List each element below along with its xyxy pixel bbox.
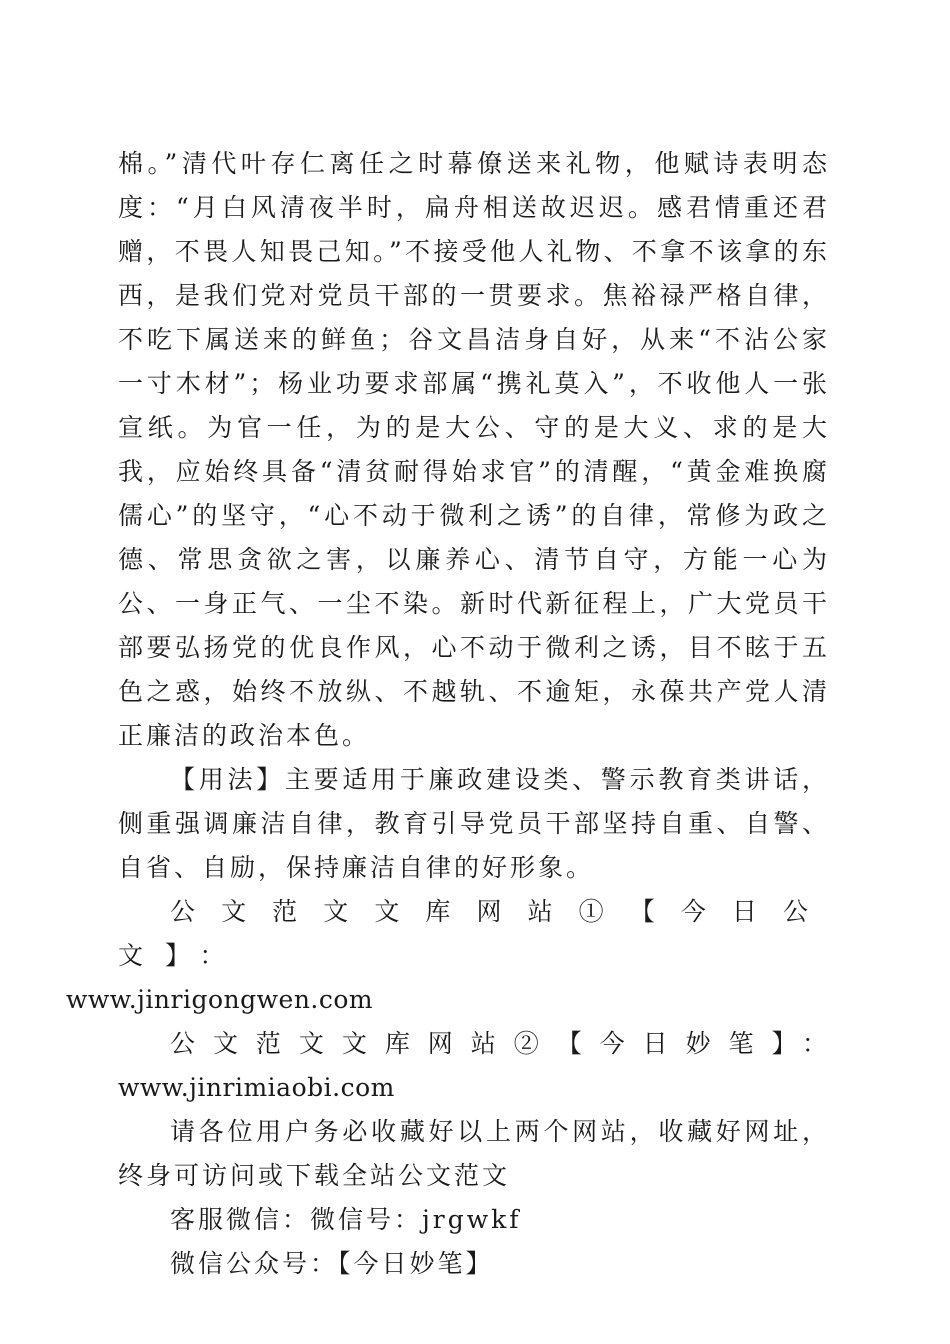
bookmark-notice: 请各位用户务必收藏好以上两个网站，收藏好网址，终身可访问或下载全站公文范文: [118, 1117, 830, 1190]
site-2-label: 公文范文文库网站②【今日妙笔】：: [170, 1029, 830, 1058]
usage-paragraph: 【用法】主要适用于廉政建设类、警示教育类讲话，侧重强调廉洁自律，教育引导党员干部坚持自重、自警、自省、自励，保持廉洁自律的好形象。: [118, 765, 830, 882]
site-2-url[interactable]: www.jinrimiaobi.com: [118, 1073, 395, 1102]
service-wechat: 客服微信：微信号：jrgwkf: [170, 1205, 522, 1234]
site-1-line: [66, 890, 830, 1022]
official-account: 微信公众号：【今日妙笔】: [170, 1249, 494, 1278]
body-paragraph-1: 棉。”清代叶存仁离任之时幕僚送来礼物，他赋诗表明态度：“月白风清夜半时，扁舟相送故迟迟。感君情重还君赠，不畏人知畏己知。”不接受他人礼物、不拿不该拿的东西，是我们党对党员干部的一贯要求。焦裕禄严格自律，不吃下属送来的鲜鱼；谷文昌洁身自好，从来“不沾公家一寸木材”；杨业功要求部属“携礼莫入”，不收他人一张宣纸。为官一任，为的是大公、守的是大义、求的是大我，应始终具备“清贫耐得始求官”的清醒，“黄金难换腐儒心”的坚守，“心不动于微利之诱”的自律，常修为政之德、常思贪欲之害，以廉养心、清节自守，方能一心为公、一身正气、一尘不染。新时代新征程上，广大党员干部要弘扬党的优良作风，心不动于微利之诱，目不眩于五色之惑，始终不放纵、不越轨、不逾矩，永葆共产党人清正廉洁的政治本色。: [118, 149, 830, 750]
document-page: [66, 142, 830, 1286]
site-1-label: 公文范文文库网站①【今日公文】：: [118, 897, 830, 970]
site-1-url[interactable]: www.jinrigongwen.com: [66, 985, 374, 1014]
site-2-line: [118, 1022, 830, 1110]
